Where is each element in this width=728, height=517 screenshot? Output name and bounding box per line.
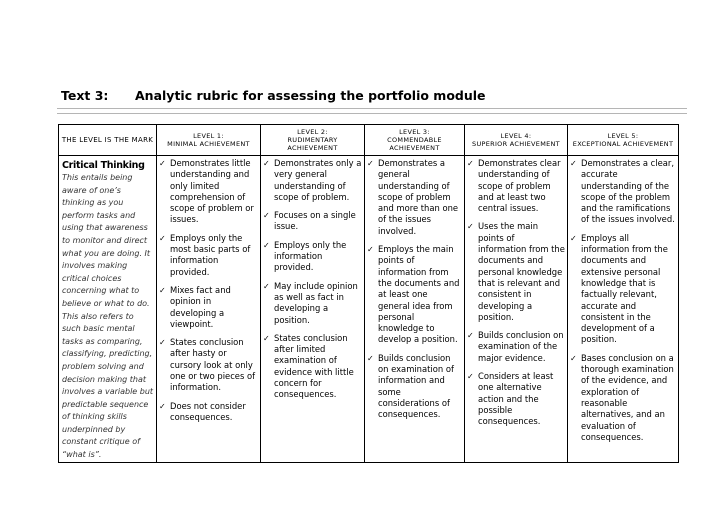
list-item-text: Demonstrates little understanding and only limited comprehension of scope of problem or issues.: [170, 158, 254, 225]
list-item: [159, 233, 258, 278]
check-mark-icon: ✓: [159, 401, 166, 411]
list-item-text: Builds conclusion on examination of the major evidence.: [478, 330, 564, 363]
rubric-table: [58, 124, 679, 463]
header-line: ACHIEVEMENT: [389, 144, 440, 152]
header-line: LEVEL 4:: [500, 132, 532, 140]
header-line: LEVEL 5:: [607, 132, 639, 140]
header-line: MINIMAL ACHIEVEMENT: [167, 140, 250, 148]
criterion-cell: [59, 156, 157, 463]
list-item-text: Demonstrates clear understanding of scope of problem and at least two central issues.: [478, 158, 561, 214]
level-1-cell: [157, 156, 261, 463]
list-item-text: States conclusion after limited examination of evidence with little concern for consequences.: [274, 332, 354, 400]
check-mark-icon: ✓: [263, 211, 270, 221]
header-line: COMMENDABLE: [387, 136, 442, 144]
header-level-5: [568, 125, 679, 156]
header-line: EXCEPTIONAL ACHIEVEMENT: [572, 140, 674, 148]
title-divider-bottom: [57, 113, 687, 114]
list-item: [467, 371, 565, 427]
list-item-text: Mixes fact and opinion in developing a viewpoint.: [170, 284, 231, 329]
list-item-text: Demonstrates a general understanding of scope of problem and more than one of the issues involved.: [378, 158, 459, 236]
level-2-cell: [261, 156, 365, 463]
header-line: LEVEL 2:: [297, 128, 328, 136]
list-item-text: Demonstrates only a very general understanding of scope of problem.: [274, 158, 362, 202]
list-item: [467, 221, 565, 323]
level-5-cell: [568, 156, 679, 463]
level-4-cell: [465, 156, 568, 463]
header-level-is-mark: [59, 125, 157, 156]
list-item: [159, 401, 258, 424]
list-item: [467, 158, 565, 214]
text-number-label: Text 3:: [61, 88, 109, 103]
check-mark-icon: ✓: [263, 281, 270, 291]
list-item-text: Considers at least one alternative action and the possible consequences.: [478, 371, 554, 427]
header-line: LEVEL 1:: [193, 132, 224, 140]
document-title: Analytic rubric for assessing the portfolio module: [135, 88, 486, 103]
check-mark-icon: ✓: [159, 233, 166, 243]
list-item-text: Employs all information from the documents and extensive personal knowledge that is factually relevant, accurate and consistent in the development of a position.: [581, 232, 668, 345]
list-item-text: Uses the main points of information from the documents and personal knowledge that is relevant and consistent in developing a position.: [478, 221, 565, 322]
title-divider-top: [57, 108, 687, 109]
criterion-title: Critical Thinking: [62, 160, 145, 171]
criterion-row: [59, 156, 679, 463]
list-item: [570, 158, 676, 226]
header-level-3: [365, 125, 465, 156]
check-mark-icon: ✓: [159, 338, 166, 348]
check-mark-icon: ✓: [159, 159, 166, 168]
criterion-description: This entails being aware of one’s thinking as you perform tasks and using that awareness to monitor and direct what you are doing. It involves making critical choices concerning what to believe or what to do. This also refers to such basic mental tasks as comparing, classifying, predicting, problem solving and decision making that involves a variable but predictable sequence of thinking skills underpinned by constant critique of “what is”.: [62, 173, 154, 460]
check-mark-icon: ✓: [570, 233, 577, 243]
list-item-text: Employs only the most basic parts of information provided.: [170, 232, 251, 277]
check-mark-icon: ✓: [367, 159, 374, 168]
check-mark-icon: ✓: [263, 159, 270, 168]
check-mark-icon: ✓: [467, 331, 474, 341]
list-item: [570, 233, 676, 346]
list-item-text: Employs only the information provided.: [274, 239, 347, 273]
list-item: [367, 244, 462, 346]
header-level-1: [157, 125, 261, 156]
list-item-text: May include opinion as well as fact in developing a position.: [274, 280, 358, 325]
check-mark-icon: ✓: [570, 159, 577, 168]
check-mark-icon: ✓: [367, 245, 374, 255]
list-item: [467, 330, 565, 364]
list-item: [263, 210, 362, 233]
header-line: RUDIMENTARY: [287, 136, 338, 144]
check-mark-icon: ✓: [467, 372, 474, 382]
header-line: SUPERIOR ACHIEVEMENT: [472, 140, 560, 148]
header-level-4: [465, 125, 568, 156]
list-item: [159, 285, 258, 330]
list-item: [159, 158, 258, 226]
list-item-text: Bases conclusion on a thorough examination of the evidence, and exploration of reasonable alternatives, and an evaluation of consequences.: [581, 352, 674, 442]
list-item-text: Demonstrates a clear, accurate understanding of the scope of the problem and the ramifications of the issues involved.: [581, 158, 675, 225]
list-item-text: Builds conclusion on examination of information and some considerations of consequences.: [378, 352, 454, 420]
list-item: [263, 158, 362, 203]
check-mark-icon: ✓: [570, 353, 577, 363]
list-item: [159, 337, 258, 393]
list-item-text: Focuses on a single issue.: [274, 210, 356, 232]
document-title-row: [61, 88, 681, 104]
check-mark-icon: ✓: [263, 333, 270, 343]
list-item-text: Employs the main points of information from the documents and at least one general idea from personal knowledge to develop a position.: [378, 244, 460, 345]
list-item: [263, 240, 362, 274]
level-3-cell: [365, 156, 465, 463]
header-line: LEVEL 3:: [399, 128, 430, 136]
check-mark-icon: ✓: [467, 159, 474, 168]
check-mark-icon: ✓: [263, 240, 270, 250]
header-line: THE LEVEL IS THE MARK: [61, 136, 154, 144]
check-mark-icon: ✓: [159, 285, 166, 295]
header-row: [59, 125, 679, 156]
list-item: [367, 353, 462, 421]
check-mark-icon: ✓: [367, 353, 374, 363]
check-mark-icon: ✓: [467, 222, 474, 232]
list-item: [263, 281, 362, 326]
list-item-text: States conclusion after hasty or cursory look at only one or two pieces of information.: [170, 337, 256, 393]
list-item: [570, 353, 676, 443]
list-item-text: Does not consider consequences.: [170, 400, 246, 422]
header-line: ACHIEVEMENT: [287, 144, 338, 152]
list-item: [367, 158, 462, 237]
list-item: [263, 333, 362, 401]
header-level-2: [261, 125, 365, 156]
